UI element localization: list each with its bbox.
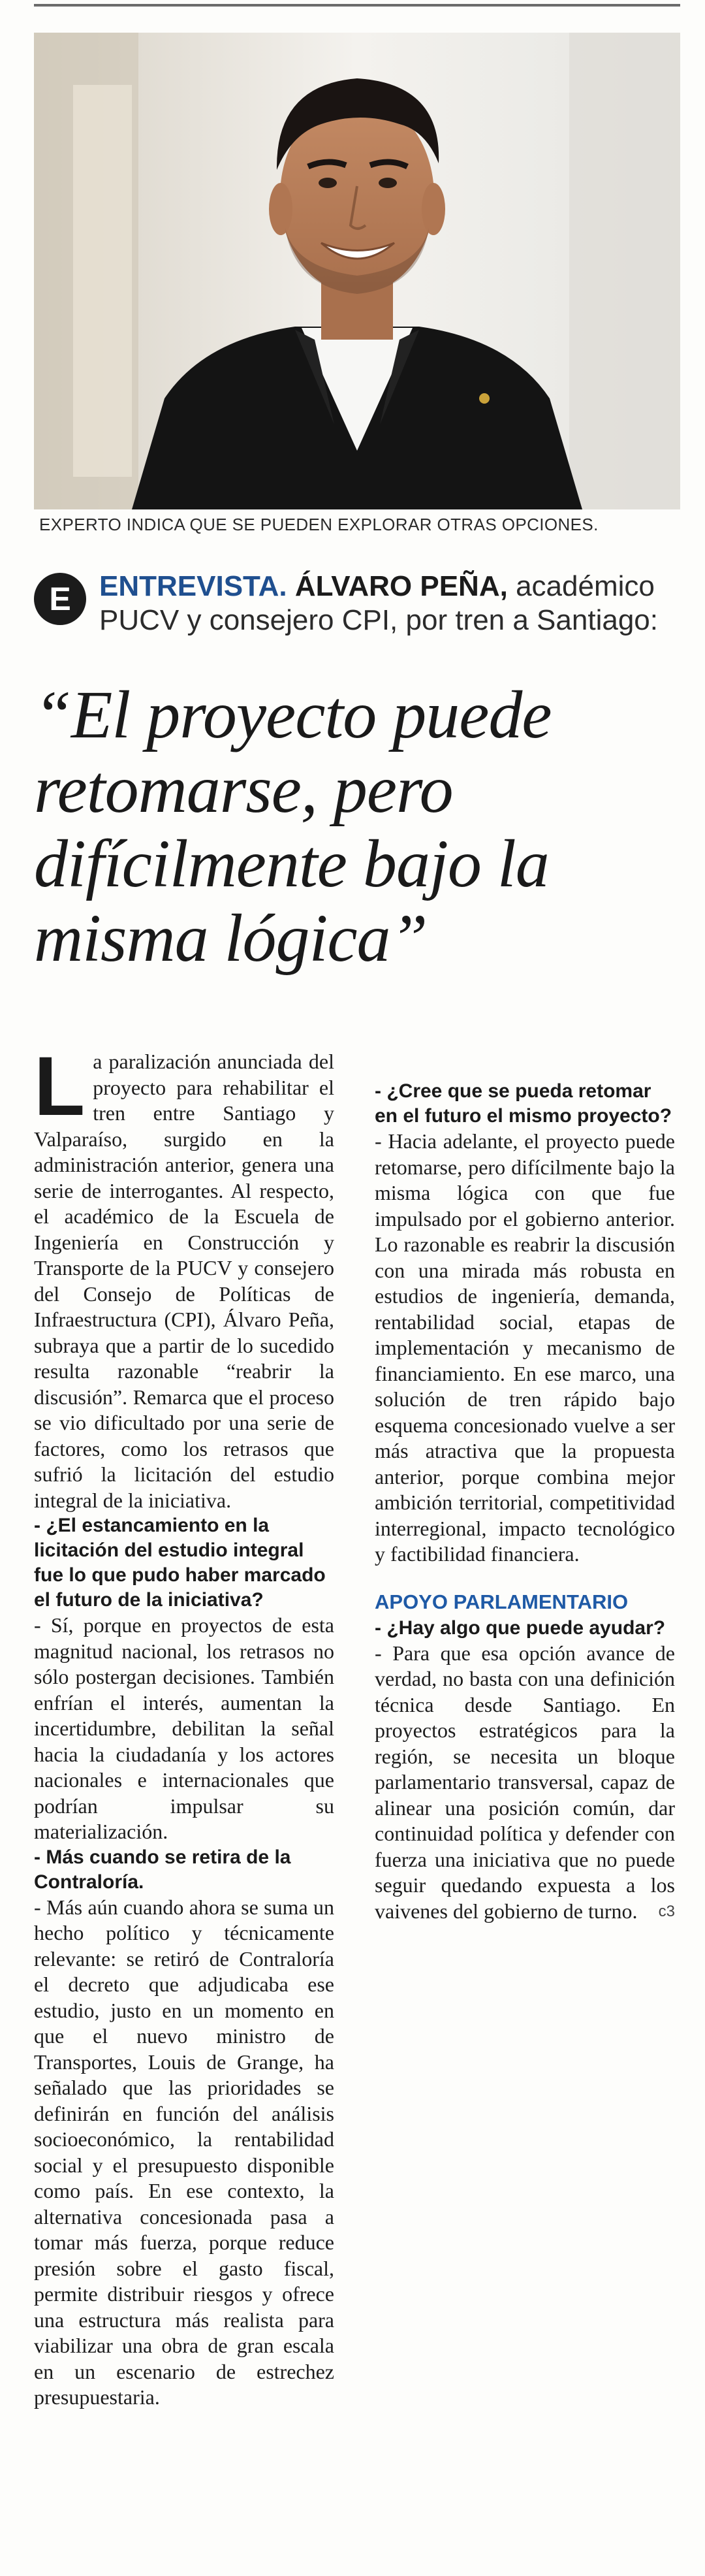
top-rule	[34, 4, 680, 7]
intro-paragraph	[34, 1040, 334, 1513]
article-column-right	[375, 1049, 675, 1924]
interview-badge: E	[34, 573, 86, 625]
answer-1: - Sí, porque en proyectos de esta magnitud nacional, los retrasos no sólo postergan decisiones. También enfrían el interés, aumentan la incertidumbre, debilitan la señal hacia la ciudadanía y los actores nacionales e internacionales que podrían impulsar su materialización.	[34, 1613, 334, 1843]
article-column-left	[34, 1040, 334, 2411]
kicker	[99, 570, 687, 637]
question-2: - Más cuando se retira de la Contraloría.	[34, 1846, 291, 1893]
drop-cap: L	[34, 1040, 86, 1133]
answer-4	[375, 1641, 675, 1925]
kicker-label: ENTREVISTA.	[99, 570, 287, 602]
answer-2: - Más aún cuando ahora se suma un hecho político y técnicamente relevante: se retiró de Contraloría el decreto que adjudicaba ese estudio, justo en un momento en que el nuevo ministro de Transportes, Louis de Grange, ha señalado que las prioridades se definirán en función del análisis socioeconómico, la rentabilidad social y el presupuesto disponible como país. En ese contexto, la alternativa concesionada pasa a tomar más fuerza, porque reduce presión sobre el gasto fiscal, permite distribuir riesgos y ofrece una estructura más realista para viabilizar una obra de gran escala en un escenario de estrechez presupuestaria.	[34, 1895, 334, 2409]
kicker-description: académico PUCV y consejero CPI, por tren a Santiago:	[99, 570, 658, 636]
intro-text: a paralización anunciada del proyecto para rehabilitar el tren entre Santiago y Valparaíso, surgido en la administración anterior, genera una serie de interrogantes. Al respecto, el académico de la Escuela de Ingeniería en Construcción y Transporte de la PUCV y consejero del Consejo de Políticas de Infraestructura (CPI), Álvaro Peña, subraya que a partir de lo sucedido resulta razonable “reabrir la discusión”. Remarca que el proceso se vio dificultado por una serie de factores, como los retrasos que sufrió la licitación del estudio integral de la iniciativa.	[34, 1050, 334, 1512]
headline: “El proyecto puede retomarse, pero difícilmente bajo la misma lógica”	[34, 677, 552, 976]
answer-3: - Hacia adelante, el proyecto puede retomarse, pero difícilmente bajo la misma lógica con que fue impulsado por el gobierno anterior. Lo razonable es reabrir la discusión con una mirada más robusta en estudios de ingeniería, demanda, rentabilidad social, etapas de implementación y mecanismo de financiamiento. En ese marco, una solución de tren rápido bajo esquema concesionado vuelve a ser más atractiva que la propuesta anterior, porque combina mejor ambición territorial, competitividad interregional, impacto tecnológico y factibilidad financiera.	[375, 1129, 675, 1566]
question-4: - ¿Hay algo que puede ayudar?	[375, 1617, 666, 1639]
section-heading: APOYO PARLAMENTARIO	[375, 1590, 629, 1613]
end-mark: c3	[658, 1902, 675, 1920]
photo-caption: EXPERTO INDICA QUE SE PUEDEN EXPLORAR OTRAS OPCIONES.	[39, 515, 599, 534]
kicker-name: ÁLVARO PEÑA,	[294, 570, 508, 602]
portrait-photo	[34, 33, 680, 509]
portrait-illustration	[34, 33, 680, 509]
question-1: - ¿El estancamiento en la licitación del estudio integral fue lo que pudo haber marcado el futuro de la iniciativa?	[34, 1515, 326, 1611]
question-3: - ¿Cree que se pueda retomar en el futuro el mismo proyecto?	[375, 1080, 672, 1127]
answer-4-text: - Para que esa opción avance de verdad, no basta con una definición técnica desde Santiago. En proyectos estratégicos para la región, se necesita un bloque parlamentario transversal, capaz de alinear una posición común, dar continuidad política y defender con fuerza una iniciativa que no puede seguir quedando expuesta a los vaivenes del gobierno de turno.	[375, 1641, 675, 1923]
